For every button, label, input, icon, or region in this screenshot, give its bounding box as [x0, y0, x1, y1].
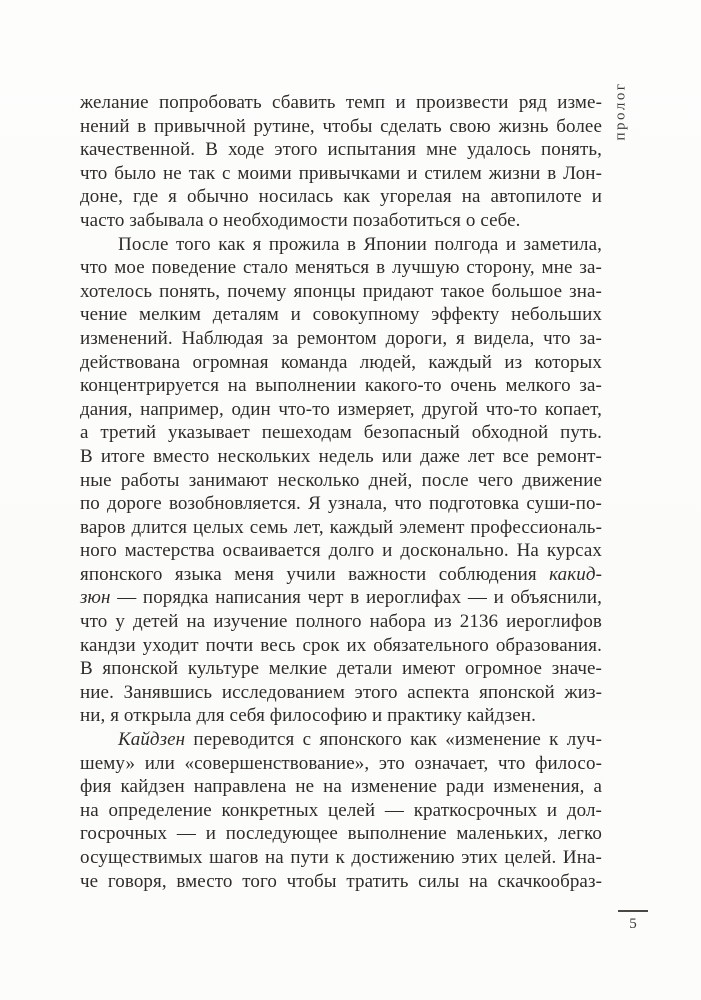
text-line: Кайдзен переводится с японского как «изменение к луч-	[118, 729, 602, 751]
page-number-rule	[618, 910, 648, 912]
paragraph	[80, 233, 602, 728]
text-line: что мое поведение стало меняться в лучшую сторону, мне за-	[80, 257, 602, 279]
text-line: дания, например, один что-то измеряет, другой что-то копает,	[80, 398, 602, 420]
text-line: чение мелким деталям и совокупному эффекту небольших	[80, 304, 602, 326]
text-line: ни, я открыла для себя философию и практику кайдзен.	[80, 705, 536, 727]
text-line: часто забывала о необходимости позаботиться о себе.	[80, 209, 521, 231]
body-text	[80, 91, 602, 893]
text-line: шему» или «совершенствование», это означает, что филосо-	[80, 752, 602, 774]
paragraph	[80, 91, 602, 233]
text-line: После того как я прожила в Японии полгода и заметила,	[118, 233, 602, 255]
text-line: действована огромная команда людей, каждый из которых	[80, 351, 602, 373]
text-line: осуществимых шагов на пути к достижению этих целей. Ина-	[80, 847, 602, 868]
text-line: японского языка меня учили важности соблюдения какид-	[80, 563, 602, 585]
text-line: кандзи уходит почти весь срок их обязательного образования.	[80, 634, 602, 656]
text-line: хотелось понять, почему японцы придают такое большое зна-	[80, 280, 602, 302]
text-line: ного мастерства осваивается долго и досконально. На курсах	[80, 540, 602, 562]
text-line: ные работы занимают несколько дней, после чего движение	[80, 469, 602, 491]
text-line: изменений. Наблюдая за ремонтом дороги, я видела, что за-	[80, 327, 602, 349]
text-line: качественной. В ходе этого испытания мне удалось понять,	[80, 139, 602, 161]
text-line: В итоге вместо нескольких недель или даже лет все ремонт-	[80, 445, 602, 467]
page-number: 5	[629, 916, 637, 932]
text-line: а третий указывает пешеходам безопасный обходной путь.	[80, 422, 602, 444]
text-line: фия кайдзен направлена не на изменение ради изменения, а	[80, 776, 602, 798]
text-line: госрочных — и последующее выполнение маленьких, легко	[80, 823, 602, 845]
text-line: нений в привычной рутине, чтобы сделать свою жизнь более	[80, 115, 602, 137]
text-line: зюн — порядка написания черт в иероглифах — и объяснили,	[80, 587, 602, 609]
text-line: по дороге возобновляется. Я узнала, что подготовка суши-по-	[80, 493, 602, 515]
text-line: доне, где я обычно носилась как угорелая на автопилоте и	[80, 186, 602, 208]
text-line: варов длится целых семь лет, каждый элемент профессиональ-	[80, 516, 602, 538]
running-head-label: пролог	[612, 81, 629, 141]
text-line: что было не так с моими привычками и стилем жизни в Лон-	[80, 162, 602, 184]
text-line: желание попробовать сбавить темп и произвести ряд изме-	[80, 92, 602, 113]
paragraph	[80, 728, 602, 893]
text-line: В японской культуре мелкие детали имеют огромное значе-	[80, 658, 602, 680]
text-line: что у детей на изучение полного набора из 2136 иероглифов	[80, 611, 602, 633]
text-line: че говоря, вместо того чтобы тратить силы на скачкообраз-	[80, 870, 602, 892]
text-line: ние. Занявшись исследованием этого аспекта японской жиз-	[80, 681, 602, 703]
text-line: на определение конкретных целей — краткосрочных и дол-	[80, 799, 602, 821]
text-line: концентрируется на выполнении какого-то очень мелкого за-	[80, 375, 602, 397]
